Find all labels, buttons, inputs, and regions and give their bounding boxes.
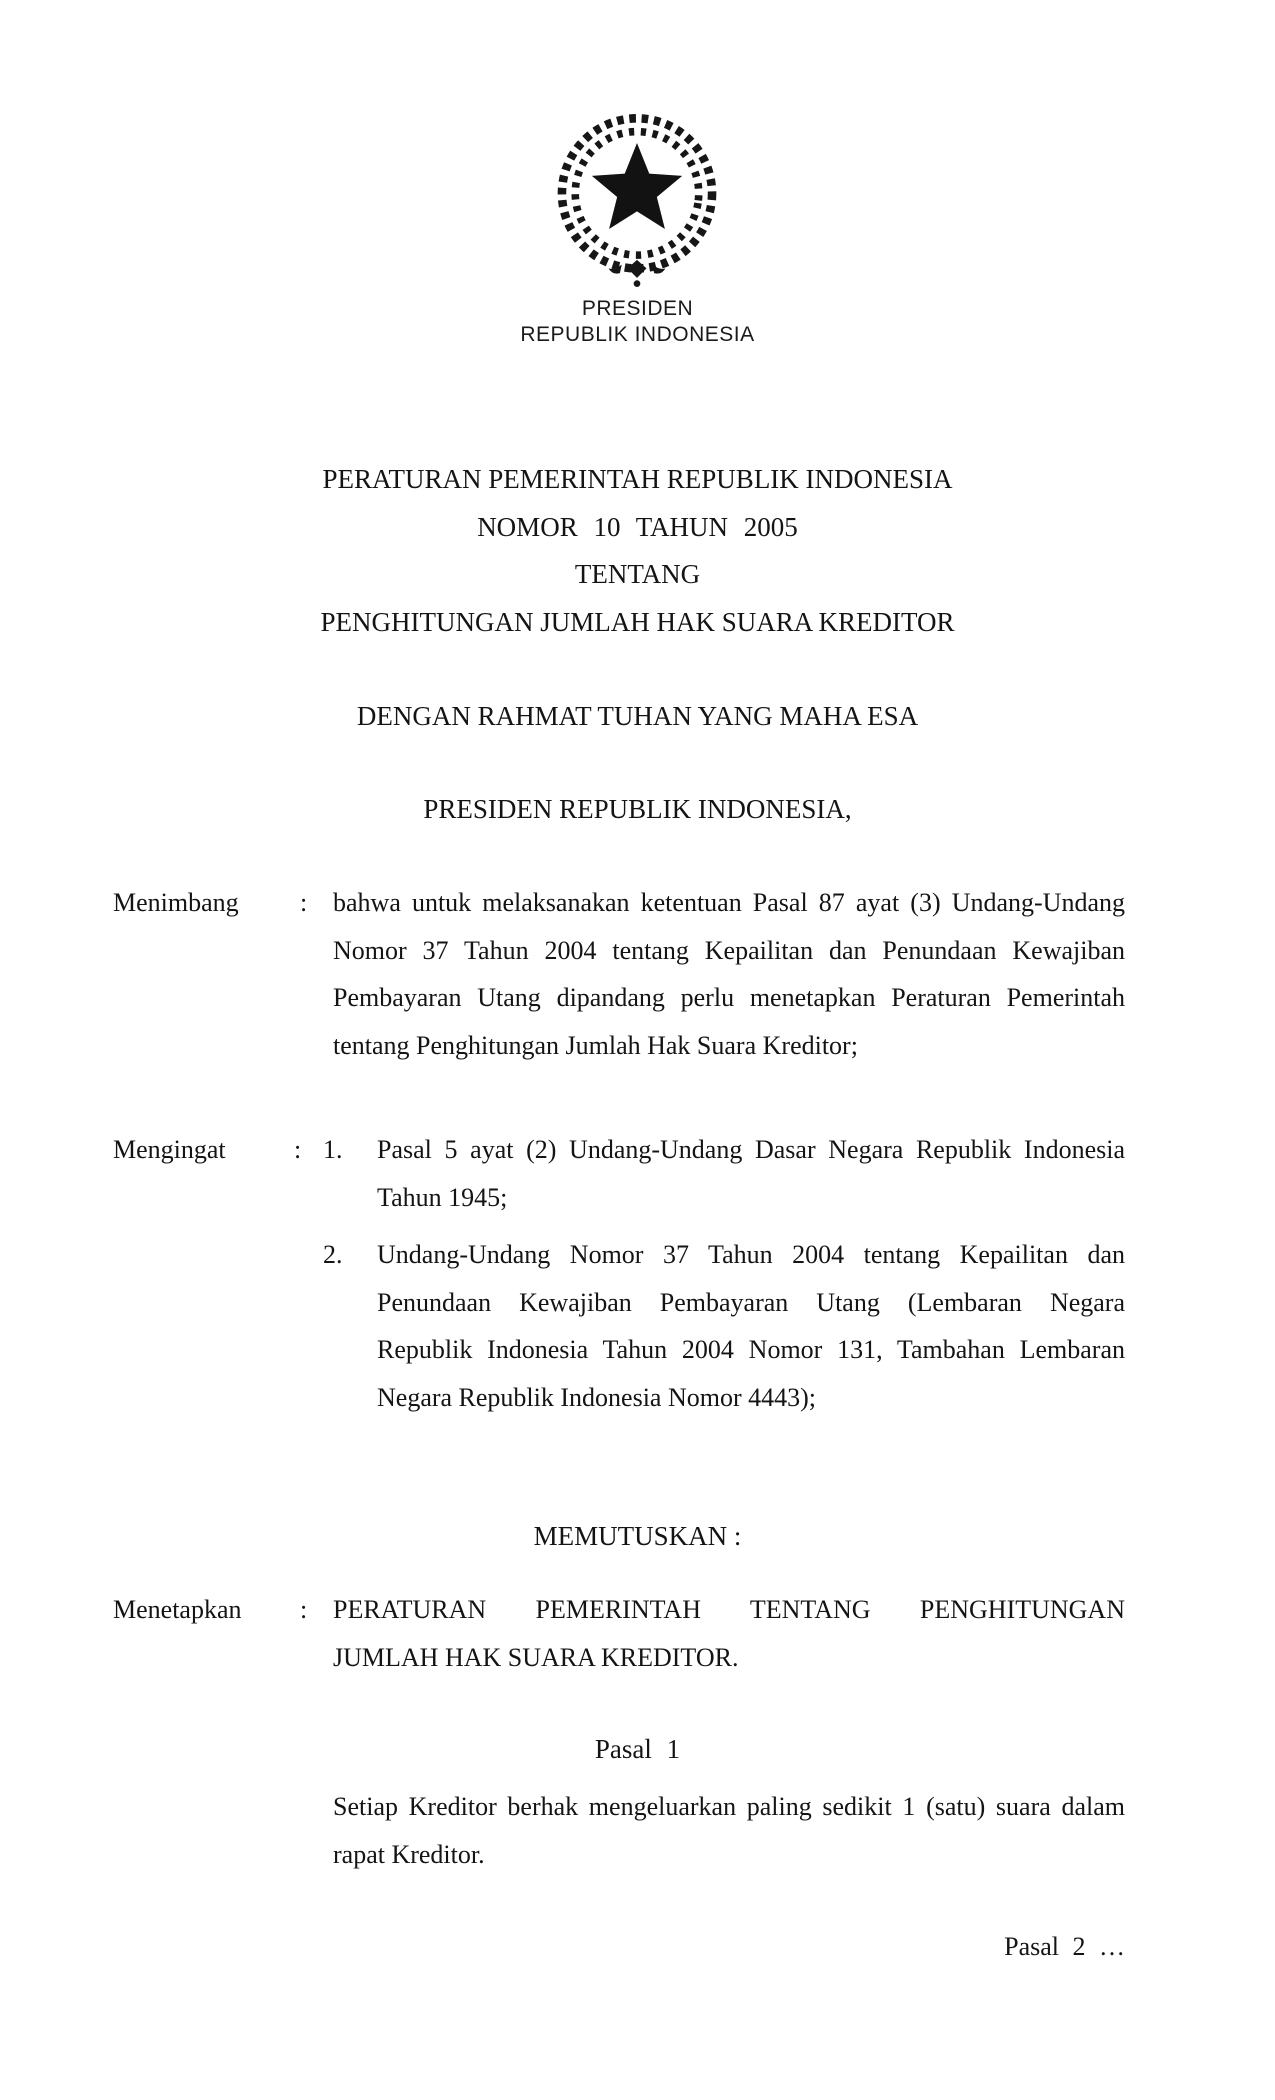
mengingat-item-2: [323, 1231, 1125, 1421]
menetapkan-label: Menetapkan: [113, 1595, 242, 1624]
text-line: tentang Penghitungan Jumlah Hak Suara Kreditor;: [333, 1030, 858, 1060]
text-line: PERATURAN PEMERINTAH TENTANG PENGHITUNGAN: [333, 1595, 1125, 1624]
title-line-nomor: NOMOR 10 TAHUN 2005: [477, 511, 798, 542]
menetapkan-text: [333, 1586, 1125, 1681]
menimbang-label: Menimbang: [113, 888, 239, 917]
text-line: bahwa untuk melaksanakan ketentuan Pasal 87 ayat (3) Undang-Undang: [333, 888, 1125, 917]
letterhead-republik-indonesia: REPUBLIK INDONESIA: [520, 323, 755, 346]
pasal-1-heading: Pasal 1: [594, 1734, 681, 1764]
text-line: Republik Indonesia Tahun 2004 Nomor 131, Tambahan Lembaran: [377, 1335, 1125, 1364]
text-line: Tahun 1945;: [377, 1182, 508, 1212]
addressee-line: PRESIDEN REPUBLIK INDONESIA,: [423, 794, 852, 824]
text-line: Setiap Kreditor berhak mengeluarkan paling sedikit 1 (satu) suara dalam: [333, 1792, 1125, 1821]
text-line: Undang-Undang Nomor 37 Tahun 2004 tentang Kepailitan dan: [377, 1240, 1125, 1269]
mengingat-label: Mengingat: [113, 1135, 226, 1164]
star-wreath-emblem-icon: [542, 103, 732, 298]
regulation-title: [0, 456, 1275, 646]
text-line: JUMLAH HAK SUARA KREDITOR.: [333, 1642, 739, 1672]
text-line: rapat Kreditor.: [333, 1839, 485, 1869]
letterhead-presiden: PRESIDEN: [581, 297, 694, 320]
list-item-number: 1.: [323, 1135, 343, 1164]
letterhead: [0, 296, 1275, 348]
menimbang-text: [333, 879, 1125, 1069]
text-line: Penundaan Kewajiban Pembayaran Utang (Lembaran Negara: [377, 1287, 1125, 1317]
motto-line: DENGAN RAHMAT TUHAN YANG MAHA ESA: [356, 701, 919, 731]
text-line: Pembayaran Utang dipandang perlu menetapkan Peraturan Pemerintah: [333, 983, 1125, 1012]
next-page-catchword: Pasal 2 …: [1004, 1932, 1125, 1961]
memutuskan-heading: MEMUTUSKAN :: [533, 1521, 742, 1551]
list-item-number: 2.: [323, 1240, 343, 1269]
list-item-text: [377, 1231, 1125, 1421]
mengingat-colon: :: [294, 1135, 302, 1164]
mengingat-item-1: [323, 1126, 1125, 1221]
list-item-text: [377, 1126, 1125, 1221]
menimbang-colon: :: [300, 888, 308, 917]
text-line: Nomor 37 Tahun 2004 tentang Kepailitan dan Penundaan Kewajiban: [333, 935, 1125, 965]
title-line-tentang: TENTANG: [574, 559, 701, 589]
text-line: Negara Republik Indonesia Nomor 4443);: [377, 1382, 817, 1412]
menetapkan-colon: :: [300, 1595, 308, 1624]
title-line-peraturan: PERATURAN PEMERINTAH REPUBLIK INDONESIA: [322, 464, 953, 494]
pasal-1-text: [333, 1783, 1125, 1878]
title-line-subject: PENGHITUNGAN JUMLAH HAK SUARA KREDITOR: [320, 606, 955, 637]
text-line: Pasal 5 ayat (2) Undang-Undang Dasar Negara Republik Indonesia: [377, 1135, 1125, 1164]
